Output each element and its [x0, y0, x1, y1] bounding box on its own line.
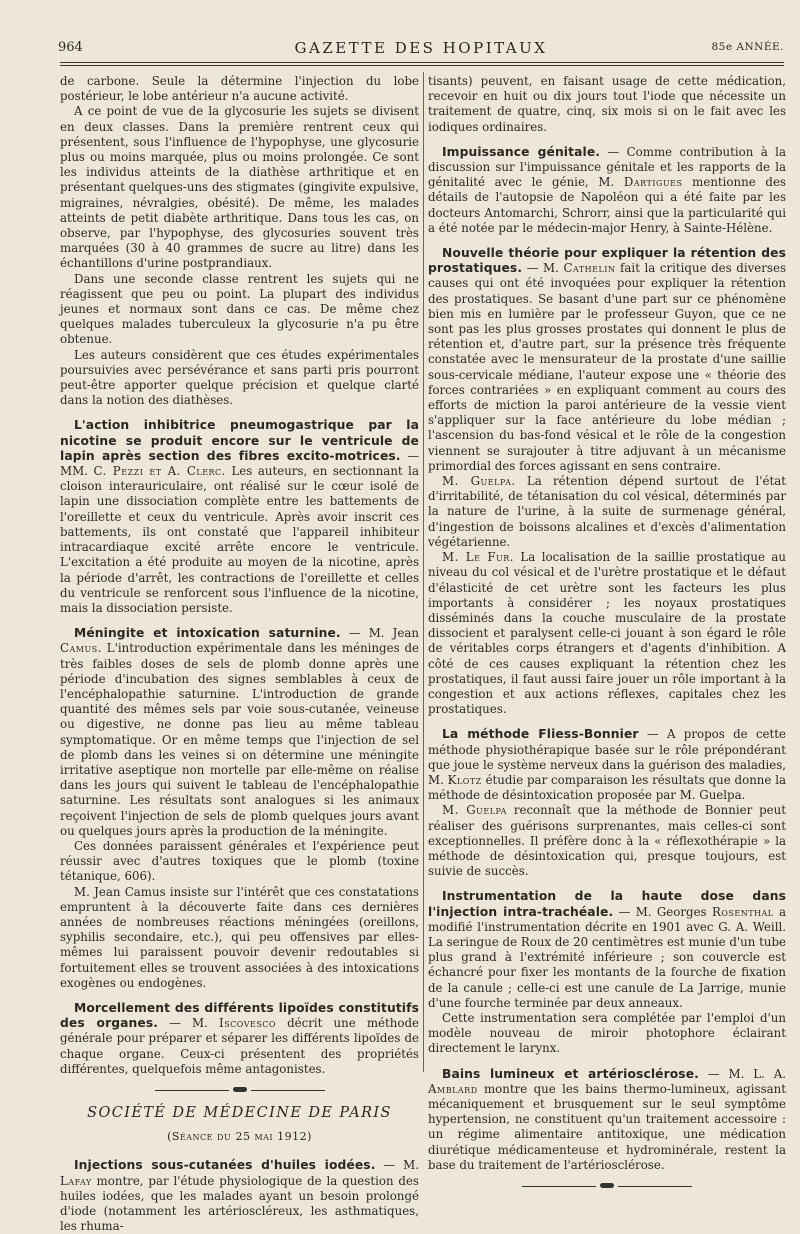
ornament-line — [251, 1090, 325, 1091]
article-heading: Morcellement des différents lipoïdes constitutifs des organes. — [60, 1000, 419, 1031]
author-name: Dartigues — [623, 175, 683, 190]
ornament-line — [155, 1090, 229, 1091]
article-text: L'introduction expérimentale dans les méninges de très faibles doses de sels de plomb donne après une période d'incubation des signes semblables à ceux de l'encéphalopathie saturnine. L'introduction de grande quantité des mêmes sels par voie sous-cutanée, veineuse ou digestive, ne donne pas lieu au même tableau symptomatique. Or en même temps que l'injection de sel de plomb dans les veines si on détermine une méningite irritative aseptique non mortelle par elle-même on réalise dans les jours qui suivent le tableau de l'encéphalopathie saturnine. Les résultats sont analogues si les animaux reçoivent l'injection de sels de plomb quelques jours avant ou quelques jours après la production de la méningite. — [60, 641, 419, 838]
paragraph: Cette instrumentation sera complétée par l'emploi d'un modèle nouveau de miroir photophore éclairant directement le larynx. — [428, 1010, 786, 1056]
dash-text: — M. Georges — [613, 904, 712, 919]
paragraph — [428, 803, 786, 879]
article-impuissance — [428, 145, 786, 236]
article-text: montre que les bains thermo-lumineux, agissant mécaniquement et brusquement sur le seul symptôme hypertension, ne constituent qu'un traitement accessoire : un régime alimentaire antitoxique, une médication diurétique médicamenteuse et hydrominérale, restent la base du traitement de l'artériosclérose. — [428, 1081, 786, 1172]
article-heading: L'action inhibitrice pneumogastrique par la nicotine se produit encore sur le ventricule de lapin après section des fibres excito-motrices. — [60, 418, 419, 463]
dash-text: — M. — [158, 1016, 220, 1031]
seance-day: 25 mai 1912) — [235, 1130, 312, 1144]
author-name: M. Guelpa — [442, 803, 507, 818]
page-number: 964 — [58, 40, 83, 55]
article-heading: Nouvelle théorie pour expliquer la rétention des prostatiques. — [428, 246, 786, 276]
article-bains-lumineux — [428, 1067, 786, 1173]
article-heading: Méningite et intoxication saturnine. — [74, 626, 341, 641]
author-name: Klotz — [447, 772, 482, 787]
author-names: C. Pezzi et A. Clerc. — [93, 464, 226, 479]
ornament-dot — [233, 1087, 247, 1092]
dash-text: — M. — [375, 1158, 419, 1173]
right-column — [428, 74, 786, 1196]
paragraph: Dans une seconde classe rentrent les sujets qui ne réagissent que peu ou point. La plupart des individus jeunes et normaux sont dans ce cas. De même chez quelques malades tuberculeux la glycosurie n'a pu être obtenue. — [60, 271, 419, 347]
article-text: a modifié l'instrumentation décrite en 1901 avec G. A. Weill. La seringue de Roux de 20 centimètres est munie d'un tube plus grand à l'extrémité inférieure ; son couvercle est échancré pour fixer les montants de la fourche de fixation de la canule ; celle-ci est une canule de La Jarrige, munie d'une fourche terminée par deux anneaux. — [428, 904, 786, 1010]
ornament-line — [522, 1186, 596, 1187]
article-text: étudie par comparaison les résultats que donne la méthode de désintoxication proposée par M. Guelpa. — [428, 772, 786, 803]
society-heading: SOCIÉTÉ DE MÉDECINE DE PARIS — [87, 1105, 392, 1121]
article-heading: La méthode Fliess-Bonnier — [442, 727, 639, 742]
article-instrumentation — [428, 889, 786, 1011]
paragraph: Ces données paraissent générales et l'expérience peut réussir avec d'autres toxiques que le plomb (toxine tétanique, 606). — [60, 838, 419, 884]
article-heading: Bains lumineux et artériosclérose. — [442, 1066, 699, 1081]
author-name: Amblard — [428, 1081, 478, 1096]
dash-text: — Comme contribution à la discussion sur l'impuissance génitale et les rapports de la génitalité avec le génie, M. — [428, 144, 786, 190]
column-divider — [423, 72, 424, 1072]
seance-label: (Séance du — [167, 1130, 232, 1144]
paragraph: M. Jean Camus insiste sur l'intérêt que ces constatations empruntent à la découverte faite dans ces dernières années de nombreuses réactions méningées (oreillons, syphilis secondaire, etc.), qui peu offensives par elles-mêmes lui paraissent pouvoir devenir redoutables si fortuitement elles se trouvent associées à des intoxications exogènes ou endogènes. — [60, 884, 419, 990]
paragraph: tisants) peuvent, en faisant usage de cette médication, recevoir en huit ou dix jours tout l'iode que nécessite un traitement de quatre, cinq, six mois si on le fait avec les iodiques ordinaires. — [428, 74, 786, 134]
journal-title: GAZETTE DES HOPITAUX — [294, 39, 548, 57]
article-text: décrit une méthode générale pour préparer et séparer les différents lipoïdes de chaque organe. Ceux-ci présentent des propriétés différentes, quelquefois même antagonistes. — [60, 1016, 419, 1076]
dash-text: — M. Jean — [340, 626, 420, 641]
paragraph: A ce point de vue de la glycosurie les sujets se divisent en deux classes. Dans la première rentrent ceux qui présentent, sous l'influence de l'hypophyse, une glycosurie plus ou moins marquée, plus ou moins prolongée. Ce sont les individus atteints de la diathèse arthritique et en présentant quelques-uns des stigmates (gingivite expulsive, migraines, névralgies, obésité). De même, les malades atteints de petit diabète arthritique. Dans tous les cas, on observe, par l'hypophyse, des glycosuries souvent très marquées (30 à 40 grammes de sucre au litre) dans les échantillons d'urine postprandiaux. — [60, 104, 419, 271]
article-text: fait la critique des diverses causes qui ont été invoquées pour expliquer la rétention des prostatiques. Se basant d'une part sur ce phénomène bien mis en lumière par le professeur Guyon, que ce ne sont pas les plus grosses prostates qui donnent le plus de rétention et, d'autre part, sur la présence très fréquente constatée avec le mensurateur de la prostate d'une saillie sous-cervicale médiane, l'auteur expose une « théorie des forces contrariées » en expliquant comment au cours des efforts de miction la paroi antérieure de la vessie vient s'appliquer sur la face antérieure du lobe médian ; l'ascension du bas-fond vésical et le rôle de la congestion viennent se surajouter à titre adjuvant à un mécanisme primordial des forces agissant en sens contraire. — [428, 261, 786, 473]
author-name: Rosenthal — [711, 904, 774, 919]
seance-date — [60, 1129, 419, 1144]
author-name: Cathelin — [563, 261, 616, 276]
paragraph: de carbone. Seule la détermine l'injection du lobe postérieur, le lobe antérieur n'a aucune activité. — [60, 74, 419, 104]
dash-text: — M. — [522, 261, 564, 276]
article-text: La rétention dépend surtout de l'état d'irritabilité, de tétanisation du col vésical, déterminés par la nature de l'urine, à la suite de surmenage général, d'ingestion de boissons alcalines et d'excès d'alimentation végétarienne. — [428, 474, 786, 549]
article-huiles-iodees — [60, 1158, 419, 1234]
article-heading: Impuissance génitale. — [442, 144, 601, 159]
article-text: mentionne des détails de l'autopsie de Napoléon qui a été faite par les docteurs Antomarchi, Schrorr, ainsi que la particularité qui a été notée par le médecin-major Henry, à Sainte-Hélène. — [428, 175, 786, 235]
header-rule-thin — [60, 65, 784, 66]
dash-text: — M. L. A. — [698, 1066, 787, 1081]
ornament-line — [618, 1186, 692, 1187]
author-name: M. Le Fur. — [442, 550, 515, 565]
article-text: montre, par l'étude physiologique de la question des huiles iodées, que les malades ayant un besoin prolongé d'iode (notamment les artérioscléreux, les asthmatiques, les rhuma- — [60, 1173, 419, 1234]
ornament-divider — [155, 1086, 325, 1094]
author-name: Camus. — [60, 641, 102, 656]
author-name: M. Guelpa. — [442, 474, 516, 489]
header-rule — [60, 62, 784, 63]
dash-text: — A propos de cette méthode physiothérapique basée sur le rôle prépondérant que joue le système nerveux dans la guérison des maladies, M. — [428, 727, 787, 787]
article-nicotine — [60, 418, 419, 616]
paragraph — [428, 550, 786, 717]
article-heading: Injections sous-cutanées d'huiles iodées. — [74, 1158, 376, 1173]
ornament-dot — [600, 1183, 614, 1188]
ornament-divider — [522, 1182, 692, 1190]
author-name: Lafay — [60, 1173, 92, 1188]
paragraph: Les auteurs considèrent que ces études expérimentales poursuivies avec persévérance et sans parti pris pourront peut-être apporter quelque précision et quelque clarté dans la notion des diathèses. — [60, 347, 419, 408]
article-text: La localisation de la saillie prostatique au niveau du col vésical et de l'urètre prostatique et le défaut d'élasticité de cet urètre sont les facteurs les plus importants à considérer ; les noyaux prostatiques disséminés dans la couche musculaire de la prostate dissocient et paralysent celle-ci jouant à son égard le rôle de véritables corps étrangers et d'agents d'inhibition. A côté de ces causes expliquant la rétention chez les prostatiques, il faut aussi faire jouer un rôle important à la congestion et aux actions réflexes, capitales chez les prostatiques. — [428, 550, 786, 717]
page-header — [58, 38, 784, 60]
article-retention — [428, 246, 786, 474]
article-text: Les auteurs, en sectionnant la cloison interauriculaire, ont réalisé sur le cœur isolé de lapin une dissociation complète entre les battements de l'oreillette et ceux du ventricule. Après avoir inscrit ces battements, ils ont constaté que l'appareil inhibiteur intracardiaque excité arrête encore le ventricule. L'excitation a été produite au moyen de la nicotine, après la période d'arrêt, les contractions de l'oreillette et celles du ventricule se renforcent sous l'influence de la nicotine, mais la dissociation persiste. — [60, 464, 419, 615]
article-meningite — [60, 626, 419, 839]
article-heading: Instrumentation de la haute dose dans l'injection intra-trachéale. — [428, 889, 786, 919]
author-name: Iscovesco — [219, 1016, 276, 1031]
left-column — [60, 74, 419, 1234]
dash-text: — MM. — [60, 448, 420, 479]
paragraph — [428, 474, 786, 550]
year-label: 85e ANNÉE. — [711, 41, 784, 53]
article-text: reconnaît que la méthode de Bonnier peut réaliser des guérisons surprenantes, mais celles-ci sont exceptionnelles. Il préfère donc à la « réflexothérapie » la méthode de désintoxication qui, presque toujours, est suivie de succès. — [428, 803, 786, 879]
article-lipoides — [60, 1001, 419, 1077]
article-fliess-bonnier — [428, 727, 786, 803]
